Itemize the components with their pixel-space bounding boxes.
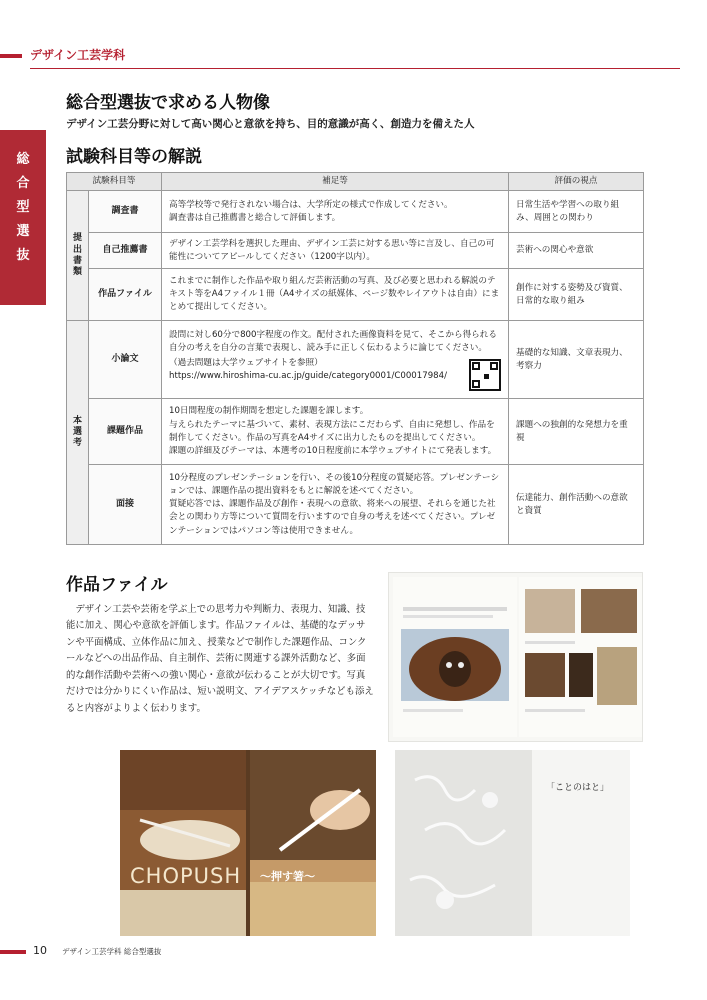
item-eval: 課題への独創的な発想力を重視 — [509, 399, 644, 465]
item-note — [162, 321, 509, 399]
item-note — [162, 399, 509, 465]
chopush-left-page — [120, 750, 246, 936]
item-note: これまでに制作した作品や取り組んだ芸術活動の写真、及び必要と思われる解説のテキスト等をA4ファイル１冊（A4サイズの紙媒体、ページ数やレイアウトは自由）にまとめて提出してください。 — [162, 269, 509, 321]
note-text: 10分程度のプレゼンテーションを行い、その後10分程度の質疑応答。プレゼンテーションでは、課題作品の提出資料をもとに解説を述べてください。 質疑応答では、課題作品及び創作・表現への意欲、将来への展望、それらを通じた社会との関わり方等について質問を行いますので自身の考えを述べてください。プレゼンテーションではパソコン等は使用できません。 — [169, 472, 500, 536]
side-tab-char: 合 — [16, 176, 30, 191]
past-exam-url[interactable]: https://www.hiroshima-cu.ac.jp/guide/category0001/C00017984/ — [169, 371, 447, 382]
item-name: 小論文 — [89, 321, 162, 399]
table-header-row — [67, 173, 644, 191]
hand-chopsticks-image — [250, 750, 376, 936]
subjects-heading: 試験科目等の解説 — [66, 147, 202, 167]
group-char: 類 — [72, 267, 82, 278]
oshibashi-subtitle: ～押す箸～ — [260, 870, 315, 883]
kotonohato-title: 「ことのはと」 — [546, 783, 610, 793]
chopstick-dish-image — [120, 750, 246, 936]
kotonohato-spread-photo — [395, 750, 630, 936]
group-char: 考 — [72, 438, 82, 449]
item-name: 作品ファイル — [89, 269, 162, 321]
table-row — [67, 191, 644, 233]
qr-code-icon — [469, 359, 501, 391]
group-char: 書 — [72, 255, 82, 266]
side-tab-char: 選 — [16, 224, 30, 239]
table-row — [67, 233, 644, 269]
header-subject: 試験科目等 — [67, 173, 162, 191]
kotonohato-right-page — [532, 750, 630, 936]
spread-left-page — [393, 577, 517, 737]
ideal-candidate-heading: 総合型選抜で求める人物像 — [66, 93, 270, 113]
past-exam-note: （過去問題は大学ウェブサイトを参照） — [169, 358, 323, 369]
footer-text: デザイン工芸学科 総合型選抜 — [62, 947, 162, 956]
side-tab — [0, 130, 46, 305]
department-title: デザイン工芸学科 — [30, 48, 126, 62]
item-eval: 基礎的な知識、文章表現力、考察力 — [509, 321, 644, 399]
table-row — [67, 269, 644, 321]
group-label-main-selection — [67, 321, 89, 545]
group-label-documents — [67, 191, 89, 321]
group-char: 選 — [72, 427, 82, 438]
kotonohato-left-page — [395, 750, 532, 936]
item-name: 面接 — [89, 465, 162, 545]
item-name: 自己推薦書 — [89, 233, 162, 269]
page-number: 10 — [33, 944, 47, 957]
item-name: 調査書 — [89, 191, 162, 233]
item-eval: 創作に対する姿勢及び資質、日常的な取り組み — [509, 269, 644, 321]
table-row — [67, 321, 644, 399]
department-header — [0, 40, 707, 74]
note-text: 設問に対し60分で800字程度の作文。配付された画像資料を見て、そこから得られる自分の考えを自分の言葉で表現し、読み手に正しく伝わるように論じてください。 — [169, 329, 497, 353]
ideal-candidate-text: デザイン工芸分野に対して高い関心と意欲を持ち、目的意識が高く、創造力を備えた人 — [66, 118, 475, 130]
mask-artwork-image — [393, 577, 517, 737]
side-tab-char: 型 — [16, 200, 30, 215]
side-tab-label — [0, 148, 46, 268]
spread-right-page — [519, 577, 643, 737]
paper-relief-image — [395, 750, 532, 936]
header-evaluation: 評価の視点 — [509, 173, 644, 191]
item-eval: 伝達能力、創作活動への意欲と資質 — [509, 465, 644, 545]
header-accent-bar — [0, 54, 22, 58]
note-text: 10日間程度の制作期間を想定した課題を課します。 与えられたテーマに基づいて、素材、表現方法にこだわらず、自由に発想し、作品を制作してください。作品の写真をA4サイズに出力したものを提出してください。 課題の詳細及びテーマは、本選考の10日程度前に本学ウェブサイトにて発表します。 — [169, 406, 497, 457]
item-name: 課題作品 — [89, 399, 162, 465]
footer-accent-bar — [0, 950, 26, 954]
group-char: 提 — [72, 233, 82, 244]
item-note — [162, 465, 509, 545]
table-row — [67, 465, 644, 545]
group-char: 本 — [72, 415, 82, 426]
sculpture-images — [519, 577, 643, 737]
chopush-title: CHOPUSH — [130, 864, 242, 888]
header-rule — [30, 68, 680, 69]
exam-subjects-table — [66, 172, 644, 545]
chopush-spread-photo — [120, 750, 376, 936]
chopush-right-page — [250, 750, 376, 936]
item-eval: 芸術への関心や意欲 — [509, 233, 644, 269]
portfolio-heading: 作品ファイル — [66, 575, 168, 595]
item-eval: 日常生活や学習への取り組み、周囲との関わり — [509, 191, 644, 233]
header-notes: 補足等 — [162, 173, 509, 191]
side-tab-char: 抜 — [16, 248, 30, 263]
item-note — [162, 191, 509, 233]
portfolio-text: デザイン工芸や芸術を学ぶ上での思考力や判断力、表現力、知識、技能に加え、関心や意欲を評価します。作品ファイルは、基礎的なデッサンや平面構成、立体作品に加え、授業などで制作した課題作品、コンクールなどへの出品作品、自主制作、芸術に関連する課外活動など、多面的な創作活動や芸術への強い関心・意欲が伝わることが大切です。写真だけでは分かりにくい作品は、短い説明文、アイデアスケッチなども添えると内容がよりよく伝わります。 — [66, 604, 374, 714]
portfolio-spread-photo — [388, 572, 643, 742]
note-text: 高等学校等で発行されない場合は、大学所定の様式で作成してください。 調査書は自己推薦書と総合して評価します。 — [169, 199, 453, 223]
side-tab-char: 総 — [16, 152, 30, 167]
group-char: 出 — [72, 244, 82, 255]
table-row — [67, 399, 644, 465]
item-note: デザイン工芸学科を選択した理由、デザイン工芸に対する思い等に言及し、自己の可能性についてアピールしてください（1200字以内）。 — [162, 233, 509, 269]
